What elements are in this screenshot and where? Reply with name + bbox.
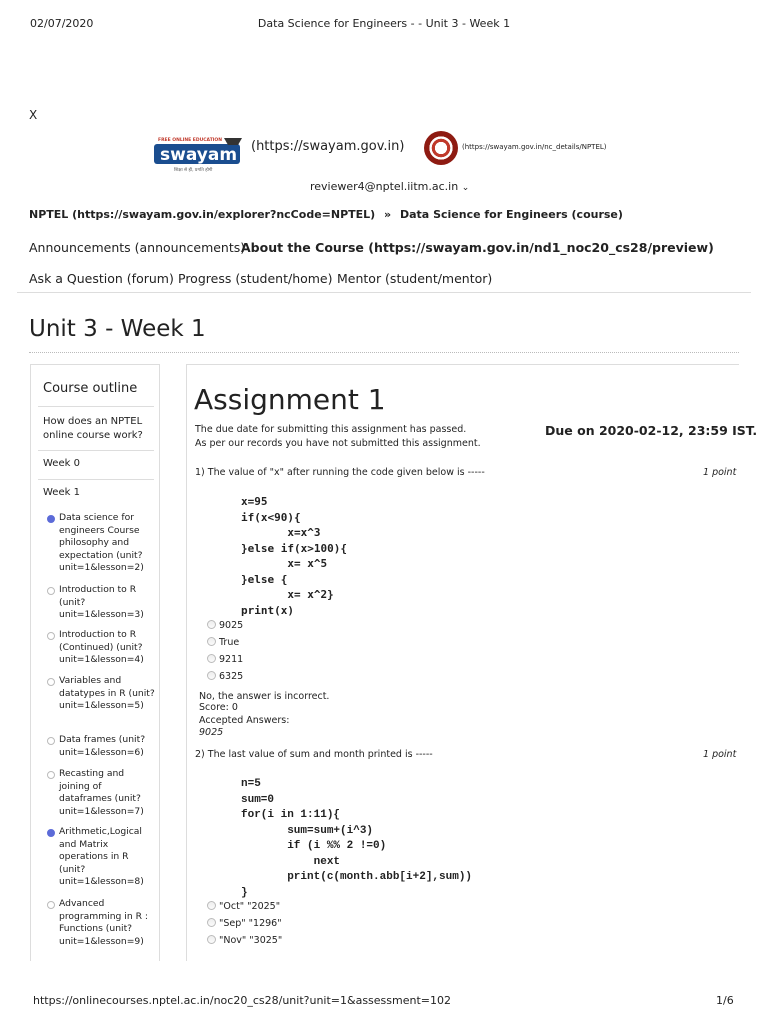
radio-icon [207, 637, 216, 646]
title-divider [29, 352, 739, 353]
print-page-number: 1/6 [716, 994, 734, 1007]
sidebar-lesson-label: Recasting and joining of dataframes (unit?unit=1&lesson=7) [59, 768, 144, 817]
chevron-down-icon: ⌄ [461, 183, 470, 193]
swayam-logo-top-text: FREE ONLINE EDUCATION [158, 138, 223, 143]
assignment-notice: As per our records you have not submitted this assignment. [195, 438, 481, 449]
course-outline-title: Course outline [43, 381, 138, 396]
nptel-link[interactable]: (https://swayam.gov.in/nc_details/NPTEL) [462, 143, 607, 151]
answer-score: Score: 0 [199, 702, 238, 713]
answer-option[interactable] [207, 901, 280, 912]
option-label: "Oct" "2025" [219, 901, 281, 912]
radio-icon [207, 671, 216, 680]
breadcrumb [29, 208, 623, 221]
close-button[interactable]: X [29, 108, 38, 122]
answer-option[interactable] [207, 637, 239, 648]
question-text: 1) The value of "x" after running the code given below is ----- [195, 467, 485, 478]
page-title: Unit 3 - Week 1 [29, 316, 206, 342]
nptel-logo[interactable] [424, 131, 458, 165]
course-outline [30, 364, 160, 961]
sidebar-lesson-label: Data frames (unit?unit=1&lesson=6) [59, 734, 146, 758]
swayam-logo-subtitle: शिक्षा से ही, प्रगति होगी [174, 168, 213, 173]
accepted-answers-label: Accepted Answers: [199, 715, 290, 726]
status-dot-icon [47, 737, 55, 745]
answer-option[interactable] [207, 935, 282, 946]
question-text: 2) The last value of sum and month printed is ----- [195, 749, 433, 760]
answer-option[interactable] [207, 918, 282, 929]
sidebar-item-week1[interactable]: Week 1 [43, 487, 80, 498]
answer-option[interactable] [207, 671, 243, 682]
code-block: x=95 if(x<90){ x=x^3 }else if(x>100){ x= x^5 }else { x= x^2} print(x) [241, 495, 347, 617]
nav-about[interactable]: About the Course (https://swayam.gov.in/nd1_noc20_cs28/preview) [241, 240, 714, 255]
user-menu[interactable] [310, 180, 469, 193]
answer-feedback: No, the answer is incorrect. [199, 691, 330, 702]
nav-divider [17, 292, 751, 293]
status-dot-icon [47, 901, 55, 909]
assignment-title: Assignment 1 [194, 383, 386, 416]
option-label: 6325 [219, 671, 244, 682]
sidebar-lesson-label: Introduction to R (unit?unit=1&lesson=3) [59, 584, 144, 621]
status-dot-icon [47, 771, 55, 779]
breadcrumb-course[interactable]: Data Science for Engineers (course) [400, 208, 623, 221]
sidebar-divider [38, 450, 154, 451]
answer-option[interactable] [207, 620, 243, 631]
status-dot-icon [47, 632, 55, 640]
sidebar-lesson-label: Introduction to R (Continued) (unit?unit=1&lesson=4) [59, 629, 144, 666]
radio-icon [207, 918, 216, 927]
status-dot-icon [47, 678, 55, 686]
sidebar-lesson-label: Advanced programming in R : Functions (unit?unit=1&lesson=9) [59, 898, 148, 947]
status-dot-icon [47, 587, 55, 595]
assignment-notice: The due date for submitting this assignment has passed. [195, 424, 467, 435]
print-date: 02/07/2020 [30, 17, 94, 30]
sidebar-item-how[interactable]: How does an NPTEL online course work? [43, 416, 143, 441]
option-label: "Sep" "1296" [219, 918, 282, 929]
nav-ask[interactable]: Ask a Question (forum) [29, 271, 174, 286]
print-title: Data Science for Engineers - - Unit 3 - Week 1 [257, 17, 511, 30]
breadcrumb-separator: » [384, 208, 392, 221]
accepted-answer: 9025 [199, 727, 224, 738]
radio-icon [207, 935, 216, 944]
sidebar-divider [38, 479, 154, 480]
answer-option[interactable] [207, 654, 243, 665]
option-label: True [219, 637, 240, 648]
status-dot-icon [47, 829, 55, 837]
sidebar-lesson-label: Variables and datatypes in R (unit?unit=1&lesson=5) [59, 675, 155, 712]
user-email: reviewer4@nptel.iitm.ac.in [310, 180, 459, 193]
print-url: https://onlinecourses.nptel.ac.in/noc20_cs28/unit?unit=1&assessment=102 [33, 994, 451, 1007]
sidebar-lesson-label: Data science for engineers Course philosophy and expectation (unit?unit=1&lesson=2) [59, 512, 144, 574]
swayam-link[interactable]: (https://swayam.gov.in) [251, 139, 405, 154]
nav-mentor[interactable]: Mentor (student/mentor) [337, 271, 493, 286]
option-label: "Nov" "3025" [219, 935, 283, 946]
option-label: 9025 [219, 620, 244, 631]
nav-progress[interactable]: Progress (student/home) [178, 271, 333, 286]
sidebar-item-week0[interactable]: Week 0 [43, 458, 80, 469]
radio-icon [207, 901, 216, 910]
question-points: 1 point [703, 467, 737, 478]
status-dot-icon [47, 515, 55, 523]
radio-icon [207, 620, 216, 629]
question-points: 1 point [703, 749, 737, 760]
radio-icon [207, 654, 216, 663]
swayam-logo[interactable] [152, 135, 248, 175]
due-date: Due on 2020-02-12, 23:59 IST. [545, 423, 758, 438]
nav-announcements[interactable]: Announcements (announcements) [29, 240, 246, 255]
breadcrumb-nptel[interactable]: NPTEL (https://swayam.gov.in/explorer?ncCode=NPTEL) [29, 208, 376, 221]
sidebar-divider [38, 406, 154, 407]
option-label: 9211 [219, 654, 244, 665]
swayam-logo-word: swayam [160, 145, 238, 165]
sidebar-lesson-label: Arithmetic,Logical and Matrix operations in R (unit?unit=1&lesson=8) [59, 826, 144, 888]
code-block: n=5 sum=0 for(i in 1:11){ sum=sum+(i^3) if (i %% 2 !=0) next print(c(month.abb[i+2],sum)) } [241, 778, 473, 899]
